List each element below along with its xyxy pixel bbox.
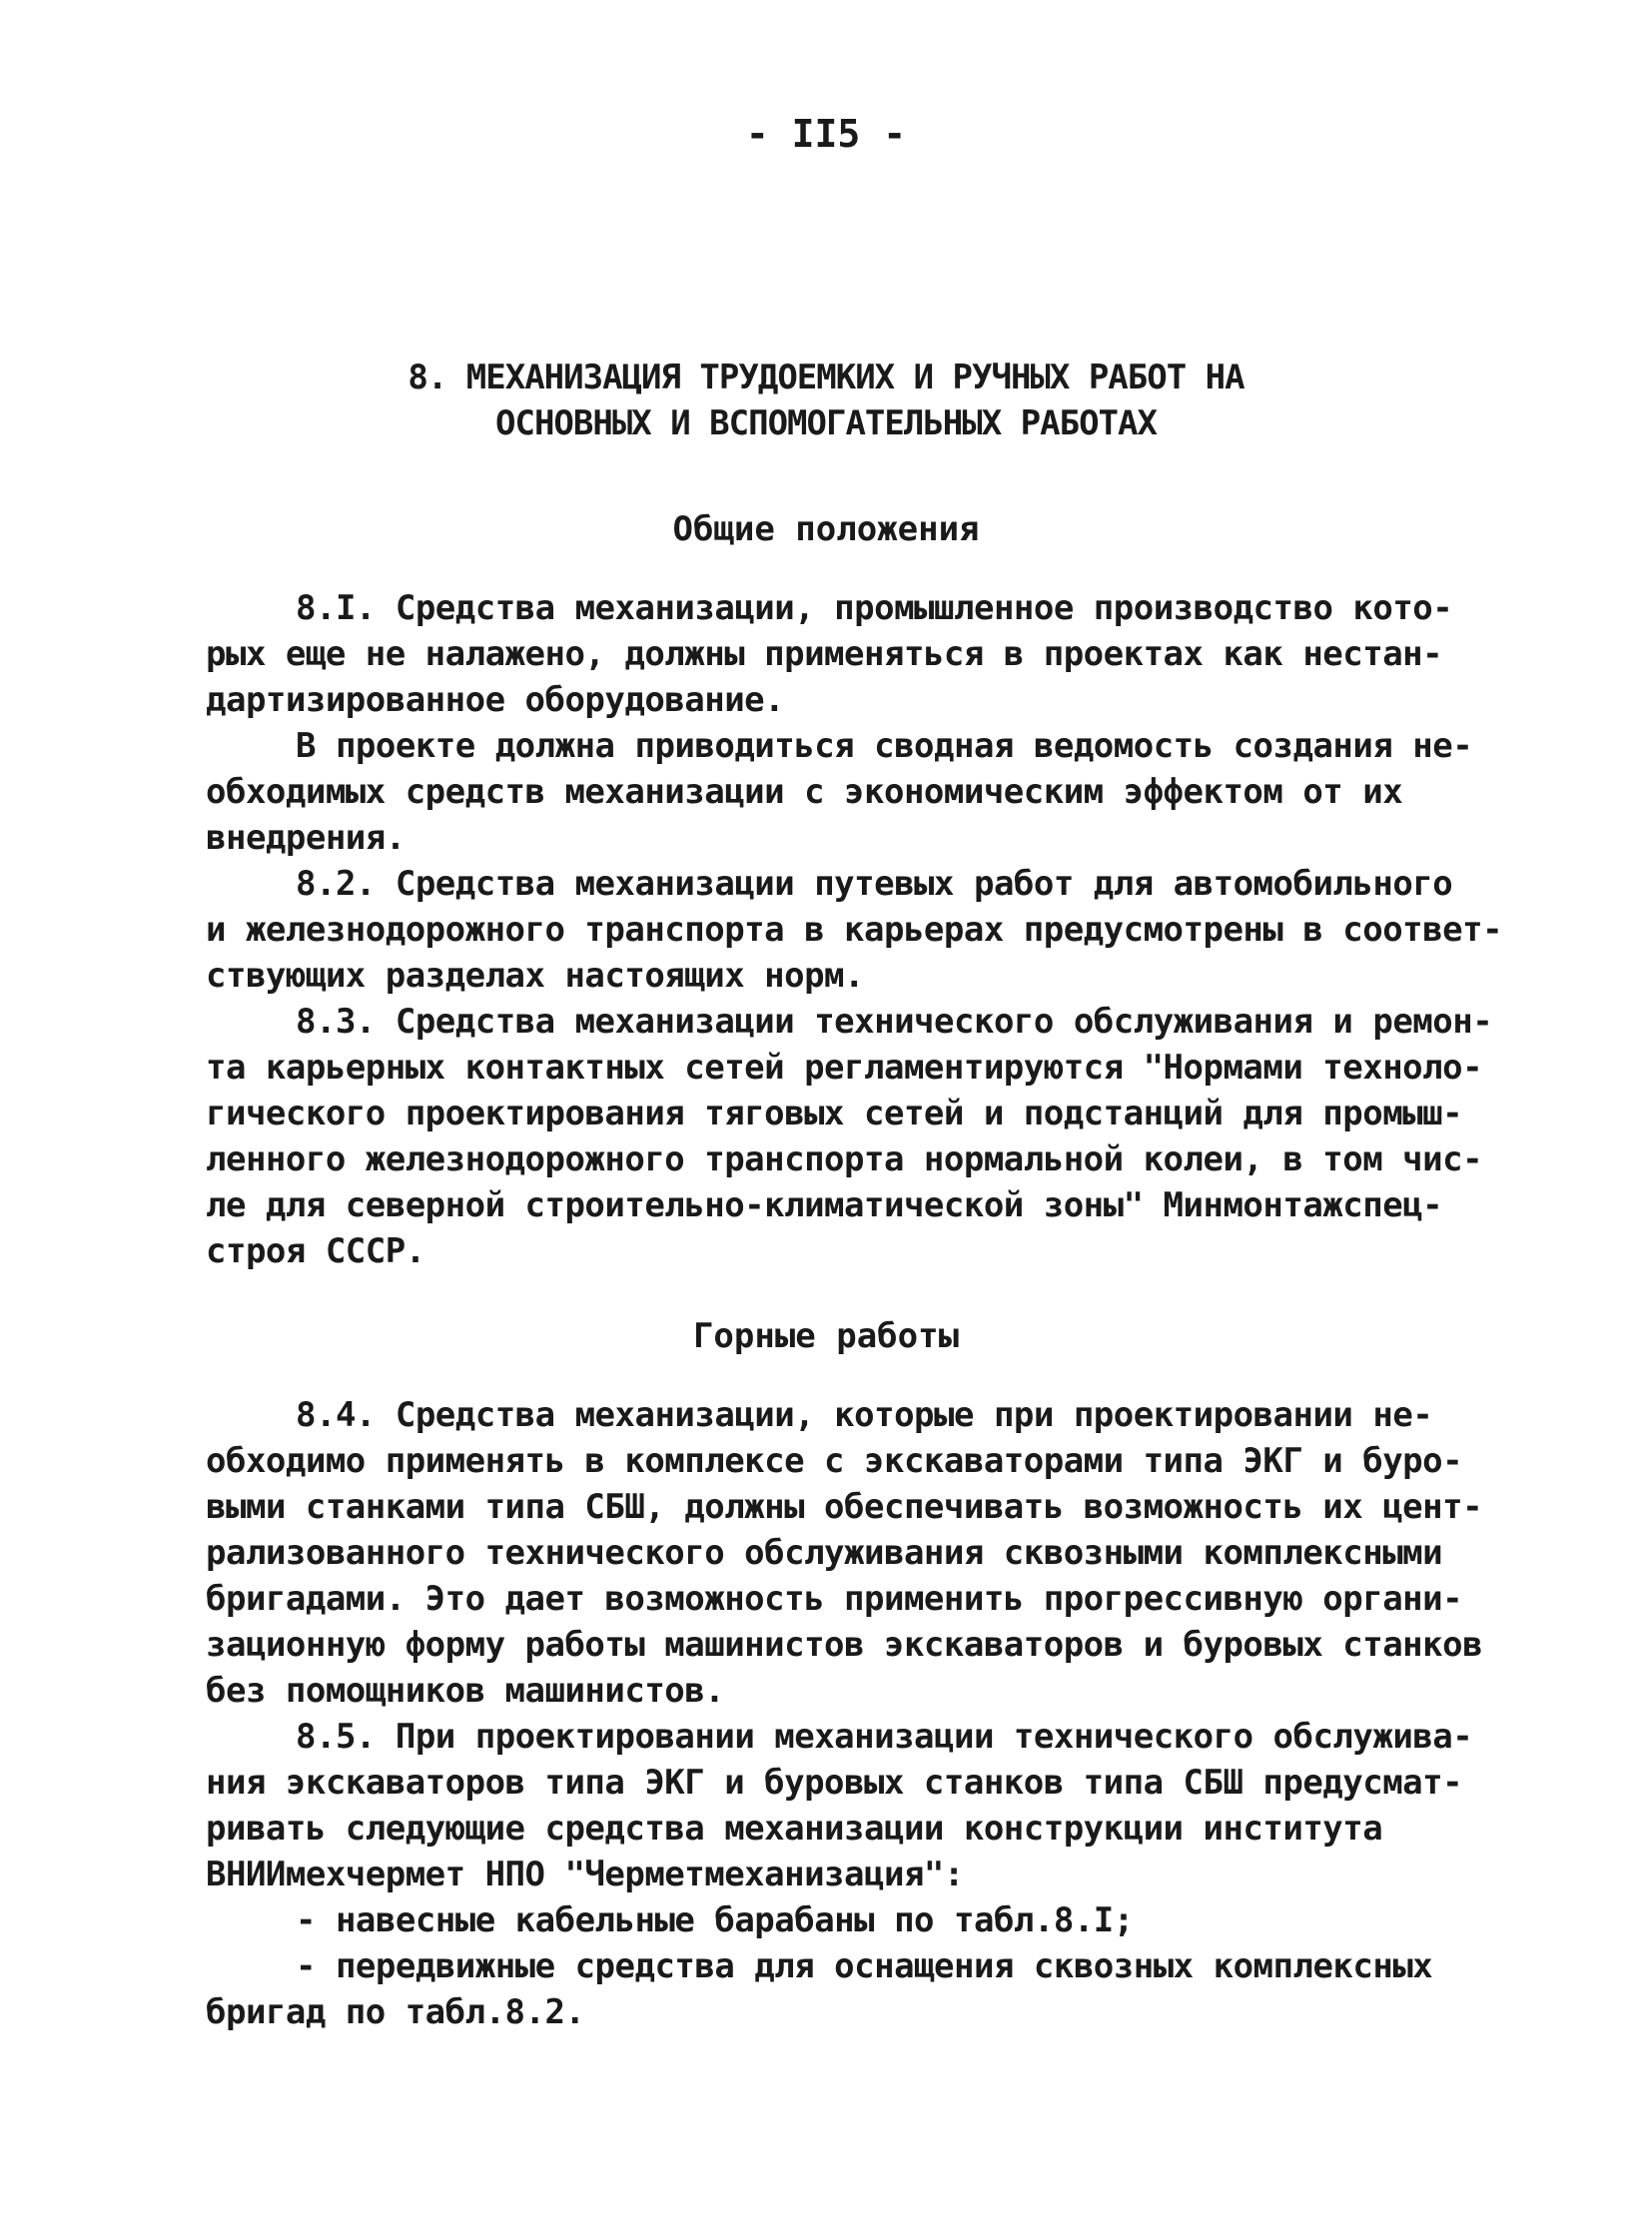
text-line: 8.4. Средства механизации, которые при проектировании не- bbox=[296, 1395, 1433, 1435]
text-line: внедрения. bbox=[206, 818, 406, 858]
page-number: - II5 - bbox=[745, 112, 907, 156]
text-line: ствующих разделах настоящих норм. bbox=[206, 956, 865, 996]
subsection-heading-mining: Горные работы bbox=[692, 1316, 960, 1356]
subsection-heading-general: Общие положения bbox=[672, 509, 980, 549]
text-line: 8.5. При проектировании механизации технического обслужива- bbox=[296, 1717, 1473, 1757]
text-line: ле для северной строительно-климатической зоны" Минмонтажспец- bbox=[206, 1185, 1443, 1225]
text-line: выми станками типа СБШ, должны обеспечивать возможность их цент- bbox=[206, 1487, 1483, 1527]
list-item: - навесные кабельные барабаны по табл.8.I; bbox=[296, 1900, 1134, 1940]
text-line: без помощников машинистов. bbox=[206, 1671, 725, 1711]
text-line: та карьерных контактных сетей регламентируются "Нормами техноло- bbox=[206, 1048, 1483, 1088]
text-line: бригадами. Это дает возможность применить прогрессивную органи- bbox=[206, 1579, 1463, 1619]
text-line: бригад по табл.8.2. bbox=[206, 1992, 585, 2032]
text-line: 8.3. Средства механизации технического обслуживания и ремон- bbox=[296, 1002, 1493, 1042]
text-line: зационную форму работы машинистов экскаваторов и буровых станков bbox=[206, 1625, 1483, 1665]
text-line: ривать следующие средства механизации конструкции института bbox=[206, 1809, 1383, 1849]
section-title-line-1: 8. МЕХАНИЗАЦИЯ ТРУДОЕМКИХ И РУЧНЫХ РАБОТ НА bbox=[408, 358, 1244, 397]
section-title-line-2: ОСНОВНЫХ И ВСПОМОГАТЕЛЬНЫХ РАБОТАХ bbox=[495, 403, 1157, 443]
text-line: обходимых средств механизации с экономическим эффектом от их bbox=[206, 772, 1403, 812]
text-line: ленного железнодорожного транспорта нормальной колеи, в том чис- bbox=[206, 1139, 1483, 1179]
text-line: обходимо применять в комплексе с экскаваторами типа ЭКГ и буро- bbox=[206, 1441, 1463, 1481]
text-line: и железнодорожного транспорта в карьерах предусмотрены в соответ- bbox=[206, 910, 1503, 950]
text-line: рых еще не налажено, должны применяться в проектах как нестан- bbox=[206, 634, 1443, 674]
text-line: рализованного технического обслуживания сквозными комплексными bbox=[206, 1533, 1443, 1573]
text-line: дартизированное оборудование. bbox=[206, 680, 785, 720]
text-line: 8.I. Средства механизации, промышленное производство кото- bbox=[296, 588, 1453, 628]
list-item: - передвижные средства для оснащения сквозных комплексных bbox=[296, 1946, 1433, 1986]
text-line: В проекте должна приводиться сводная ведомость создания не- bbox=[296, 726, 1473, 766]
text-line: строя СССР. bbox=[206, 1231, 425, 1271]
text-line: 8.2. Средства механизации путевых работ для автомобильного bbox=[296, 864, 1453, 904]
text-line: ния экскаваторов типа ЭКГ и буровых станков типа СБШ предусмат- bbox=[206, 1763, 1463, 1803]
text-line: ВНИИмехчермет НПО "Черметмеханизация": bbox=[206, 1855, 964, 1894]
text-line: гического проектирования тяговых сетей и подстанций для промыш- bbox=[206, 1094, 1463, 1133]
